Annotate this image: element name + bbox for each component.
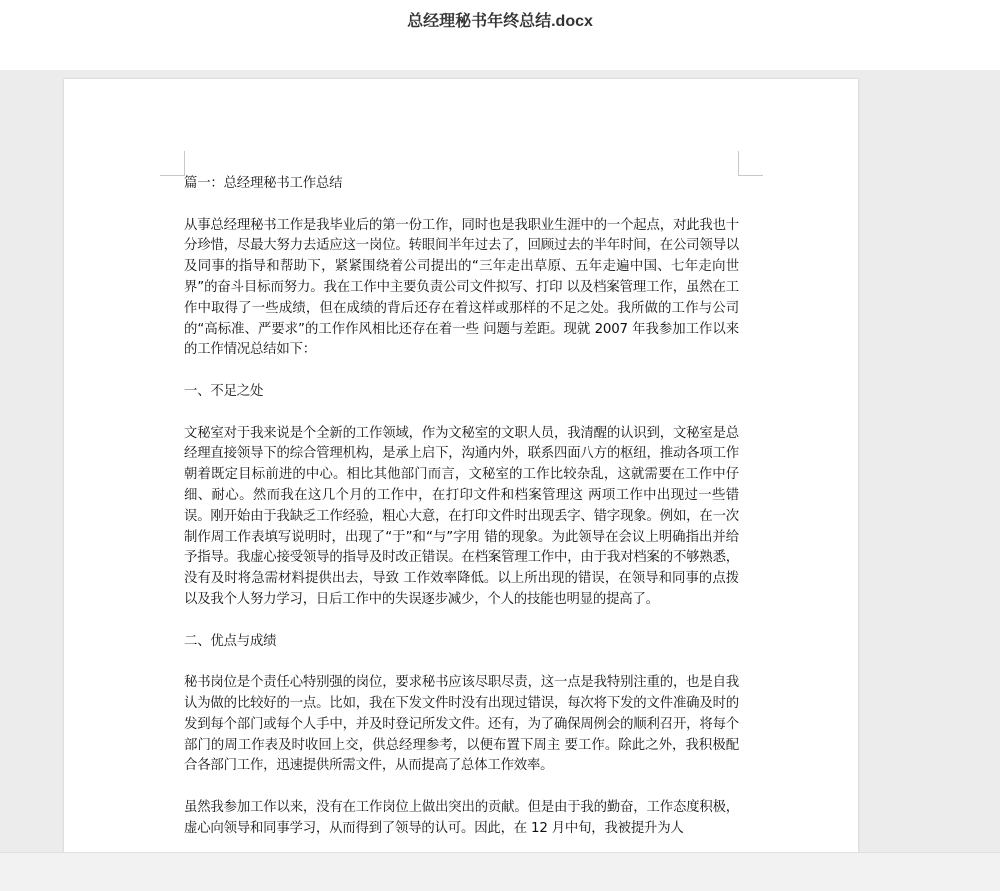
document-page [64, 79, 858, 852]
document-viewer[interactable] [0, 70, 1000, 852]
title-bar [0, 0, 1000, 70]
bottom-bar [0, 852, 1000, 891]
section-title-strengths: 二、优点与成绩 [184, 633, 277, 649]
intro-paragraph: 从事总经理秘书工作是我毕业后的第一份工作，同时也是我职业生涯中的一个起点，对此我也十分珍惜，尽最大努力去适应这一岗位。转眼间半年过去了，回顾过去的半年时间，在公司领导以及同事的指导和帮助下，紧紧围绕着公司提出的“三年走出草原、五年走遍中国、七年走向世界”的奋斗目标而努力。我在工作中主要负责公司文件拟写、打印 以及档案管理工作，虽然在工作中取得了一些成绩，但在成绩的背后还存在着这样或那样的不足之处。我所做的工作与公司的“高标准、严要求”的工作作风相比还存在着一些 问题与差距。现就 2007 年我参加工作以来的工作情况总结如下： [184, 217, 739, 358]
strengths-paragraph: 秘书岗位是个责任心特别强的岗位，要求秘书应该尽职尽责，这一点是我特别注重的，也是自我认为做的比较好的一点。比如，我在下发文件时没有出现过错误，每次将下发的文件准确及时的发到每个部门或每个人手中，并及时登记所发文件。还有，为了确保周例会的顺利召开，将每个部门的周工作表及时收回上交，供总经理参考，以便布置下周主 要工作。除此之外，我积极配合各部门工作，迅速提供所需文件，从而提高了总体工作效率。 [184, 675, 739, 774]
achievements-paragraph: 虽然我参加工作以来，没有在工作岗位上做出突出的贡献。但是由于我的勤奋，工作态度积极，虚心向领导和同事学习，从而得到了领导的认可。因此，在 12 月中旬，我被提升为人 [184, 799, 739, 836]
page-content [184, 174, 739, 852]
document-heading: 篇一：总经理秘书工作总结 [184, 176, 343, 191]
crop-mark-top-left [160, 151, 185, 176]
crop-mark-top-right [738, 151, 763, 176]
section-title-shortcomings: 一、不足之处 [184, 383, 264, 399]
document-title: 总经理秘书年终总结.docx [407, 13, 593, 30]
shortcomings-paragraph: 文秘室对于我来说是个全新的工作领域，作为文秘室的文职人员，我清醒的认识到，文秘室是总经理直接领导下的综合管理机构，是承上启下，沟通内外，联系四面八方的枢纽，推动各项工作朝着既定目标前进的中心。相比其他部门而言，文秘室的工作比较杂乱，这就需要在工作中仔细、耐心。然而我在这几个月的工作中，在打印文件和档案管理这 两项工作中出现过一些错误。刚开始由于我缺乏工作经验，粗心大意，在打印文件时出现丢字、错字现象。例如，在一次制作周工作表填写说明时，出现了“于”和“与”字用 错的现象。为此领导在会议上明确指出并给予指导。我虚心接受领导的指导及时改正错误。在档案管理工作中，由于我对档案的不够熟悉，没有及时将急需材料提供出去，导致 工作效率降低。以上所出现的错误，在领导和同事的点拨以及我个人努力学习，日后工作中的失误逐步减少，个人的技能也明显的提高了。 [184, 425, 739, 607]
